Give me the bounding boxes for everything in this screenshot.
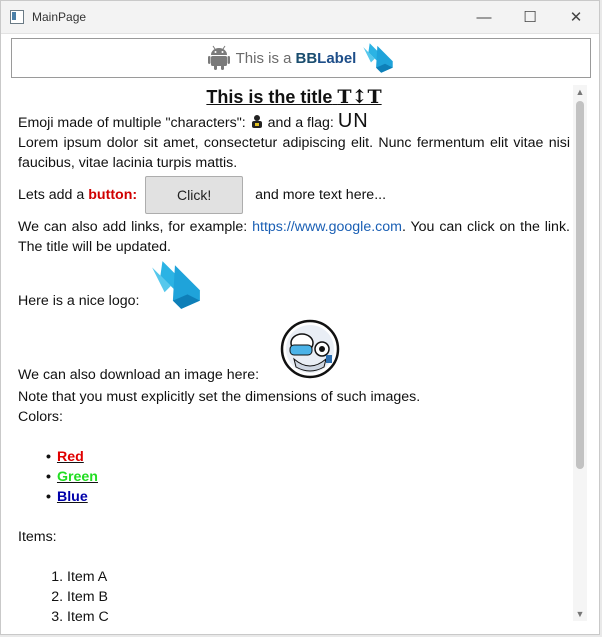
download-text: We can also download an image here: (18, 367, 260, 383)
banner-text: This is a (235, 49, 292, 67)
title-glyphs: T↕T (337, 86, 382, 108)
window-title: MainPage (32, 10, 87, 24)
mascot-image (280, 319, 340, 379)
list-item: 3. Item C (67, 607, 570, 623)
click-button[interactable]: Click! (145, 176, 243, 214)
scroll-down-arrow-icon[interactable]: ▼ (575, 609, 585, 619)
html-content (18, 83, 570, 623)
logo-line (18, 257, 570, 313)
links-suffix-text: . You can click on the link. The title will be updated. (18, 219, 570, 255)
app-icon (10, 10, 24, 24)
color-item-red (46, 447, 570, 467)
color-item-green (46, 467, 570, 487)
minimize-button[interactable]: — (476, 8, 492, 26)
links-prefix-text: We can also add links, for example: (18, 219, 248, 235)
lorem-paragraph: Lorem ipsum dolor sit amet, consectetur adipiscing elit. Nunc fermentum elit vitae nisi faucibus, vitae lacinia turpis mattis. (18, 135, 570, 171)
banner-bb-text: BB (295, 49, 318, 67)
flag-glyph: UN (337, 110, 369, 132)
color-label-red: Red (56, 449, 84, 465)
items-list (18, 567, 570, 623)
vertical-scrollbar[interactable] (573, 85, 587, 621)
button-line (18, 173, 570, 217)
color-label-blue: Blue (56, 489, 88, 505)
color-label-green: Green (56, 469, 98, 485)
maximize-button[interactable]: ☐ (523, 9, 537, 26)
banner-label-text: Label (317, 49, 357, 67)
links-paragraph (18, 217, 570, 257)
android-icon (208, 45, 230, 71)
colors-heading: Colors: (18, 409, 63, 425)
note-text: Note that you must explicitly set the dimensions of such images. (18, 389, 421, 405)
page-title (18, 83, 570, 111)
title-bar[interactable] (1, 1, 599, 34)
color-item-blue (46, 487, 570, 507)
button-word: button: (88, 187, 138, 203)
download-image-line (18, 313, 570, 387)
scroll-thumb[interactable] (576, 101, 584, 469)
list-item: 2. Item B (67, 587, 570, 607)
bb-label-banner (11, 38, 591, 78)
banner-bb (296, 50, 357, 67)
colors-list (18, 447, 570, 507)
list-item: 1. Item A (67, 567, 570, 587)
flag-text: and a flag: (267, 115, 334, 131)
title-text: This is the title (206, 87, 333, 107)
emoji-line (18, 111, 570, 133)
flutter-logo-icon (362, 42, 394, 74)
window-controls (461, 1, 599, 33)
logo-text: Here is a nice logo: (18, 293, 140, 309)
scroll-up-arrow-icon[interactable]: ▲ (575, 87, 585, 97)
close-button[interactable]: ✕ (569, 9, 583, 26)
emoji-text: Emoji made of multiple "characters": (18, 115, 246, 131)
flutter-logo-icon (150, 259, 202, 311)
button-prefix-text: Lets add a (18, 187, 85, 203)
button-suffix-text: and more text here... (255, 187, 387, 203)
items-heading: Items: (18, 529, 57, 545)
google-link[interactable]: https://www.google.com (252, 219, 402, 235)
emoji-icon (250, 114, 264, 128)
